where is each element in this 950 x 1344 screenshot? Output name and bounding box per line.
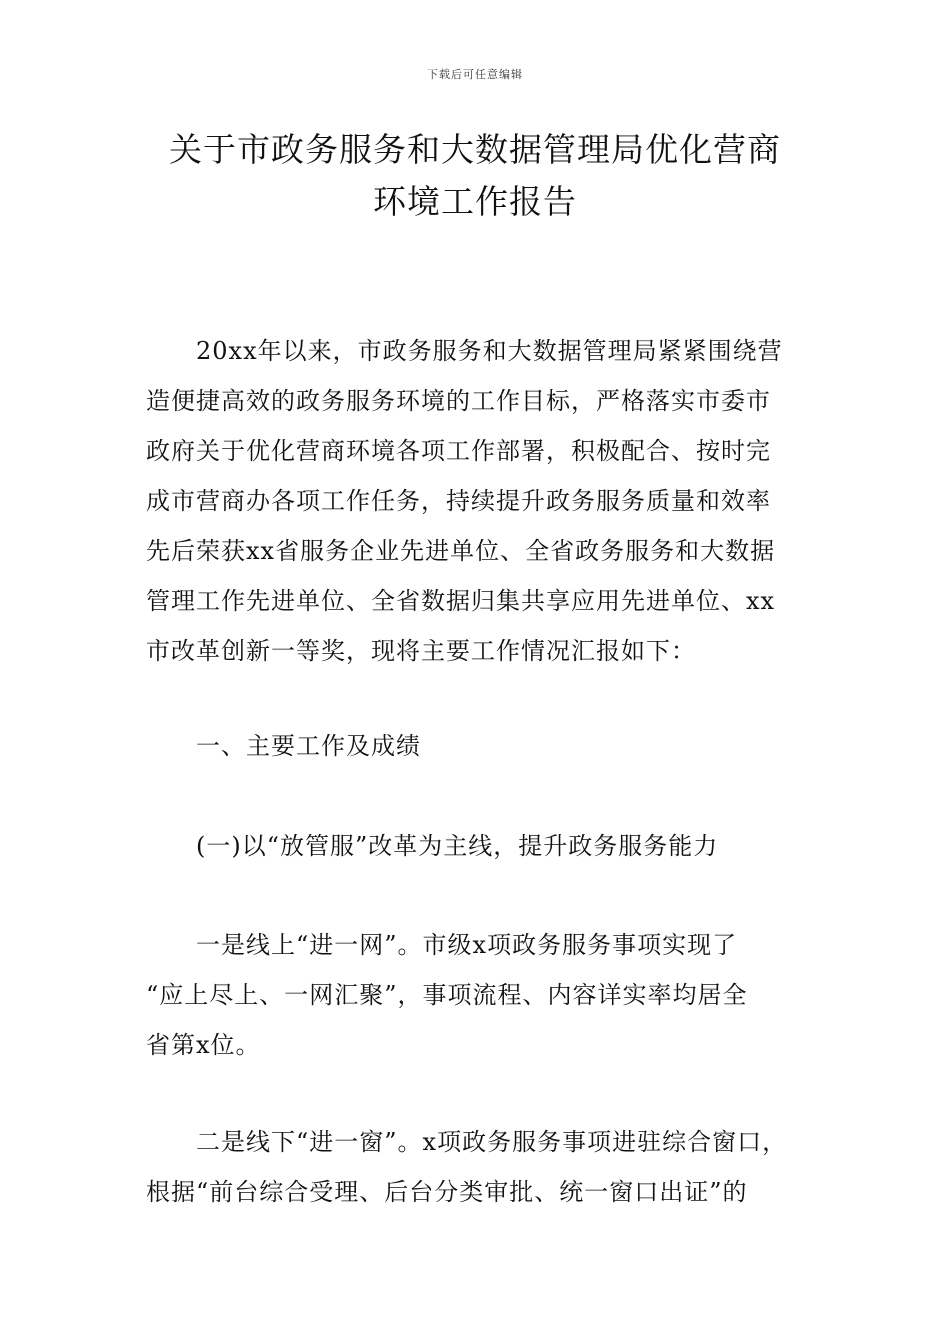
paragraph-line: 政府关于优化营商环境各项工作部署，积极配合、按时完 bbox=[146, 437, 771, 465]
paragraph-line: 造便捷高效的政务服务环境的工作目标，严格落实市委市 bbox=[146, 387, 771, 415]
paragraph-line: “应上尽上、一网汇聚”，事项流程、内容详实率均居全 bbox=[146, 981, 748, 1009]
item-paragraph-2 bbox=[146, 1117, 810, 1217]
paragraph-line: 一是线上“进一网”。市级x项政务服务事项实现了 bbox=[196, 931, 738, 959]
paragraph-line: 市改革创新一等奖，现将主要工作情况汇报如下： bbox=[146, 637, 696, 665]
section-heading-text: 一、主要工作及成绩 bbox=[196, 732, 421, 760]
paragraph-line: 省第x位。 bbox=[146, 1031, 261, 1059]
paragraph-line: 二是线下“进一窗”。x项政务服务事项进驻综合窗口， bbox=[196, 1128, 788, 1156]
section-heading bbox=[146, 721, 810, 771]
paragraph-line: 20xx年以来，市政务服务和大数据管理局紧紧围绕营 bbox=[196, 337, 783, 365]
subsection-heading bbox=[146, 821, 810, 871]
paragraph-line: 先后荣获xx省服务企业先进单位、全省政务服务和大数据 bbox=[146, 537, 776, 565]
subsection-heading-text: (一)以“放管服”改革为主线，提升政务服务能力 bbox=[196, 832, 719, 860]
document-title bbox=[100, 124, 850, 228]
header-note: 下载后可任意编辑 bbox=[427, 68, 523, 81]
title-line-1: 关于市政务服务和大数据管理局优化营商 bbox=[169, 130, 781, 169]
paragraph-line: 根据“前台综合受理、后台分类审批、统一窗口出证”的 bbox=[146, 1178, 748, 1206]
item-paragraph-1 bbox=[146, 920, 810, 1070]
paragraph-line: 成市营商办各项工作任务，持续提升政务服务质量和效率 bbox=[146, 487, 771, 515]
title-line-2: 环境工作报告 bbox=[373, 182, 577, 221]
paragraph-line: 管理工作先进单位、全省数据归集共享应用先进单位、xx bbox=[146, 587, 776, 615]
intro-paragraph bbox=[146, 326, 810, 676]
